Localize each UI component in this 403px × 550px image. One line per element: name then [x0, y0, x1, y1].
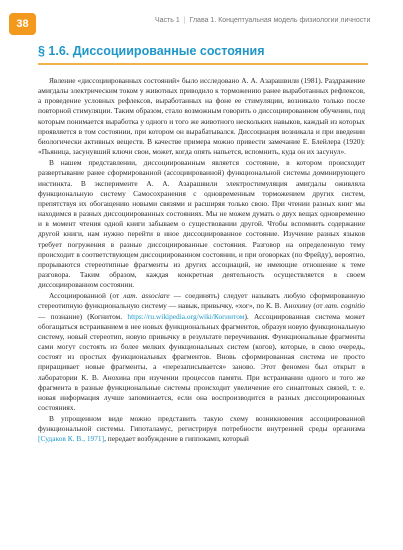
p3-text-b: — соединять) следует называть любую сформированную стереотипную функциональную систему — навык, привычку, «хог», по К. В. Анохину (от	[38, 291, 365, 311]
title-divider	[38, 63, 368, 65]
page-header	[0, 0, 403, 40]
latin-term-cognitio: лат. cognitio	[324, 301, 365, 311]
p4-text-a: В упрощенном виде можно представить такую схему возникновения ассоциированной функциональной системы. Гипоталамус, регистрируя потребности внутренней среды организма	[38, 414, 365, 434]
p3-text-a: Ассоциированной (от	[49, 291, 124, 301]
paragraph-3	[38, 291, 365, 413]
p3-text-d: ). Ассоциированная система может обогащаться встраиванием в нее новых функциональных фрагментов, образуя новую функциональную систему, новый стереотип, новую привычку в результате переучивания. Функциональные фрагменты сами могут состоять из более мелких функциональных систем (когов), которые, в свою очередь, состоят из простых функциональных фрагментов. Вновь сформированная система не просто приращивает новые фрагменты, а «перезаписывается» заново. Этот феномен был открыт в лаборатории К. В. Анохина при изучении процессов памяти. При встраивании одного и того же фрагмента в разные функциональные системы происходит увеличение его синаптовых связей, т. е. новая информация лучше запоминается, если она воспроизводится в разных диссоциированных состояниях.	[38, 311, 365, 412]
section-title: § 1.6. Диссоциированные состояния	[38, 44, 265, 58]
chapter-label: Глава 1. Концептуальная модель физиологии личности	[189, 17, 371, 24]
p4-text-b: , передает возбуждение в гиппокамп, который	[104, 434, 249, 444]
paragraph-4	[38, 414, 365, 444]
paragraph-1: Явление «диссоциированных состояний» было исследовано А. А. Азарашвили (1981). Раздражение амигдалы электрическим током у животных приводило к торможению ранее выработанных рефлексов, а проведение условных рефлексов, выработанных на фоне ее стимуляции, возникало только после повторной стимуляции. Таким образом, стало возможным говорить о диссоциированном обучении, под которым понимается выработка у одного и того же животного нескольких навыков, каждый из которых проявляется в том состоянии, при котором он вырабатывался. Диссоциация возникала и при введении биологически активных веществ. В качестве примера можно привести замечание Е. Блейлера (1920): «Пьяница, засунувший ключи свои, может, когда опять напьется, вспомнить, куда он их засунул».	[38, 76, 365, 157]
body-text	[38, 76, 365, 445]
running-header	[155, 17, 370, 24]
citation-link[interactable]: [Судаков К. В., 1971]	[38, 434, 105, 444]
part-label: Часть 1	[155, 17, 180, 24]
page-number-badge: 38	[9, 13, 36, 35]
wikipedia-link[interactable]: https://ru.wikipedia.org/wiki/Когнитом	[127, 311, 245, 321]
p3-text-c: — познание) (Когнитом.	[38, 311, 128, 321]
paragraph-2: В нашем представлении, диссоциированным является состояние, в котором происходит развертывание ранее сформированной (ассоциированной) функциональной системы доминирующего инстинкта. В эксперименте А. А. Азарашвили электростимуляция амигдалы оживляла функциональную систему Самосохранения с одновременным торможением других систем, препятствуя их обогащению новыми связями и расширяя только свою. При чтении разных книг мы находимся в разных диссоциированных состояниях. Мы не можем думать о двух вещах одновременно и в момент чтения одной книги забываем о существовании другой. Чтобы вспомнить содержание другой книги, нам нужно перейти в иное диссоциированное состояние. Изучение разных языков требует погружения в разные диссоциированные состояния. Разговор на определенную тему происходит в соответствующем диссоциированном состоянии, и при оговорках (по Фрейду), вероятно, прорываются стереотипные фрагменты из других ассоциаций, не имеющие отношение к теме разговора. Таким образом, каждая конкретная деятельность осуществляется в своем диссоциированном состоянии.	[38, 158, 365, 290]
latin-term-associare: лат. associare	[123, 291, 170, 301]
header-separator: |	[183, 17, 186, 24]
